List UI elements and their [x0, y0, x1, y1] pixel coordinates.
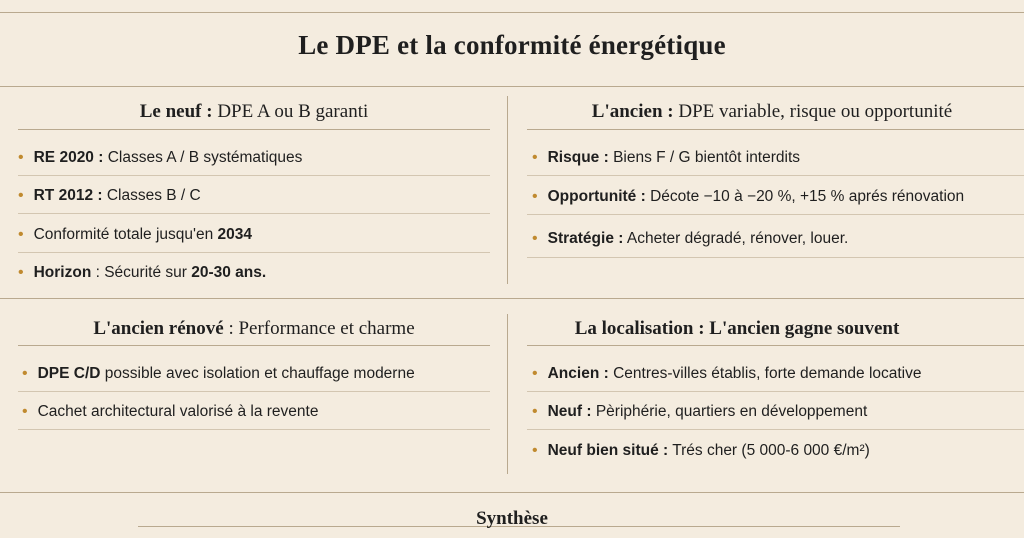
item-text: Centres-villes établis, forte demande locative [608, 365, 922, 382]
row-divider [18, 252, 490, 253]
row-divider [18, 175, 490, 176]
item-text: Cachet architectural valorisé à la revente [37, 403, 319, 420]
row-divider [527, 214, 1024, 215]
bullet-icon: • [532, 188, 538, 205]
item-text: Acheter dégradé, rénover, louer. [623, 230, 849, 247]
column-divider-top [507, 96, 508, 284]
item-key: RT 2012 : [33, 187, 103, 204]
column-divider-bottom [507, 314, 508, 474]
section-title-bold: L'ancien rénové [93, 318, 224, 339]
item-text: : Sécurité sur [91, 264, 192, 281]
section-rule [18, 345, 490, 346]
section-title-bold: Le neuf : [139, 101, 213, 122]
item-key: Neuf bien situé : [547, 442, 669, 459]
row-divider [18, 213, 490, 214]
item-key: DPE C/D [37, 365, 101, 382]
section-title-ancien [527, 101, 1017, 123]
section-title-localisation [527, 318, 947, 340]
item-text: possible avec isolation et chauffage moderne [100, 365, 415, 382]
row-divider [527, 429, 1024, 430]
list-item [18, 148, 302, 168]
item-key: 2034 [217, 226, 252, 243]
section-title-bold: La localisation : L'ancien gagne souvent [574, 318, 900, 339]
section-title-rest: : Performance et charme [223, 318, 415, 339]
list-item [532, 441, 870, 461]
row-divider [18, 391, 490, 392]
bullet-icon: • [532, 149, 538, 166]
item-key: Horizon [33, 264, 92, 281]
item-key: Ancien : [547, 365, 609, 382]
bullet-icon: • [532, 365, 538, 382]
item-text: Décote −10 à −20 %, +15 % aprés rénovation [645, 188, 965, 205]
bottom-rule [0, 492, 1024, 493]
section-title-renove [18, 318, 490, 340]
item-text: Pèriphérie, quartiers en développement [591, 403, 868, 420]
section-title-bold: L'ancien : [591, 101, 674, 122]
bullet-icon: • [532, 403, 538, 420]
middle-rule [0, 298, 1024, 299]
section-title-neuf [18, 101, 490, 123]
item-key: Neuf : [547, 403, 592, 420]
item-key: Risque : [547, 149, 609, 166]
list-item [532, 402, 867, 422]
item-key: 20-30 ans. [191, 264, 267, 281]
section-title-rest: DPE A ou B garanti [212, 101, 369, 122]
list-item [532, 364, 922, 384]
title-rule [0, 86, 1024, 87]
list-item [18, 263, 266, 283]
row-divider [527, 257, 1024, 258]
bullet-icon: • [18, 264, 24, 281]
section-rule [527, 129, 1024, 130]
bullet-icon: • [18, 149, 24, 166]
item-text: Classes B / C [102, 187, 201, 204]
list-item [18, 225, 252, 245]
synthese-heading: Synthèse [476, 508, 548, 529]
page-title: Le DPE et la conformité énergétique [298, 30, 726, 60]
row-divider [527, 175, 1024, 176]
bullet-icon: • [532, 442, 538, 459]
bullet-icon: • [22, 403, 28, 420]
section-title-rest: DPE variable, risque ou opportunité [673, 101, 953, 122]
bullet-icon: • [532, 230, 538, 247]
list-item [532, 187, 964, 207]
item-text: Biens F / G bientôt interdits [608, 149, 801, 166]
section-rule [527, 345, 1024, 346]
bullet-icon: • [18, 187, 24, 204]
list-item [532, 148, 800, 168]
item-text: Conformité totale jusqu'en [33, 226, 218, 243]
item-key: RE 2020 : [33, 149, 104, 166]
row-divider [18, 429, 490, 430]
list-item [18, 186, 201, 206]
item-text: Classes A / B systématiques [103, 149, 303, 166]
top-rule [0, 12, 1024, 13]
list-item [22, 402, 318, 422]
list-item [22, 364, 415, 384]
item-key: Stratégie : [547, 230, 624, 247]
item-key: Opportunité : [547, 188, 646, 205]
bullet-icon: • [18, 226, 24, 243]
section-rule [18, 129, 490, 130]
bullet-icon: • [22, 365, 28, 382]
list-item [532, 229, 848, 249]
item-text: Trés cher (5 000-6 000 €/m²) [668, 442, 870, 459]
row-divider [527, 391, 1024, 392]
